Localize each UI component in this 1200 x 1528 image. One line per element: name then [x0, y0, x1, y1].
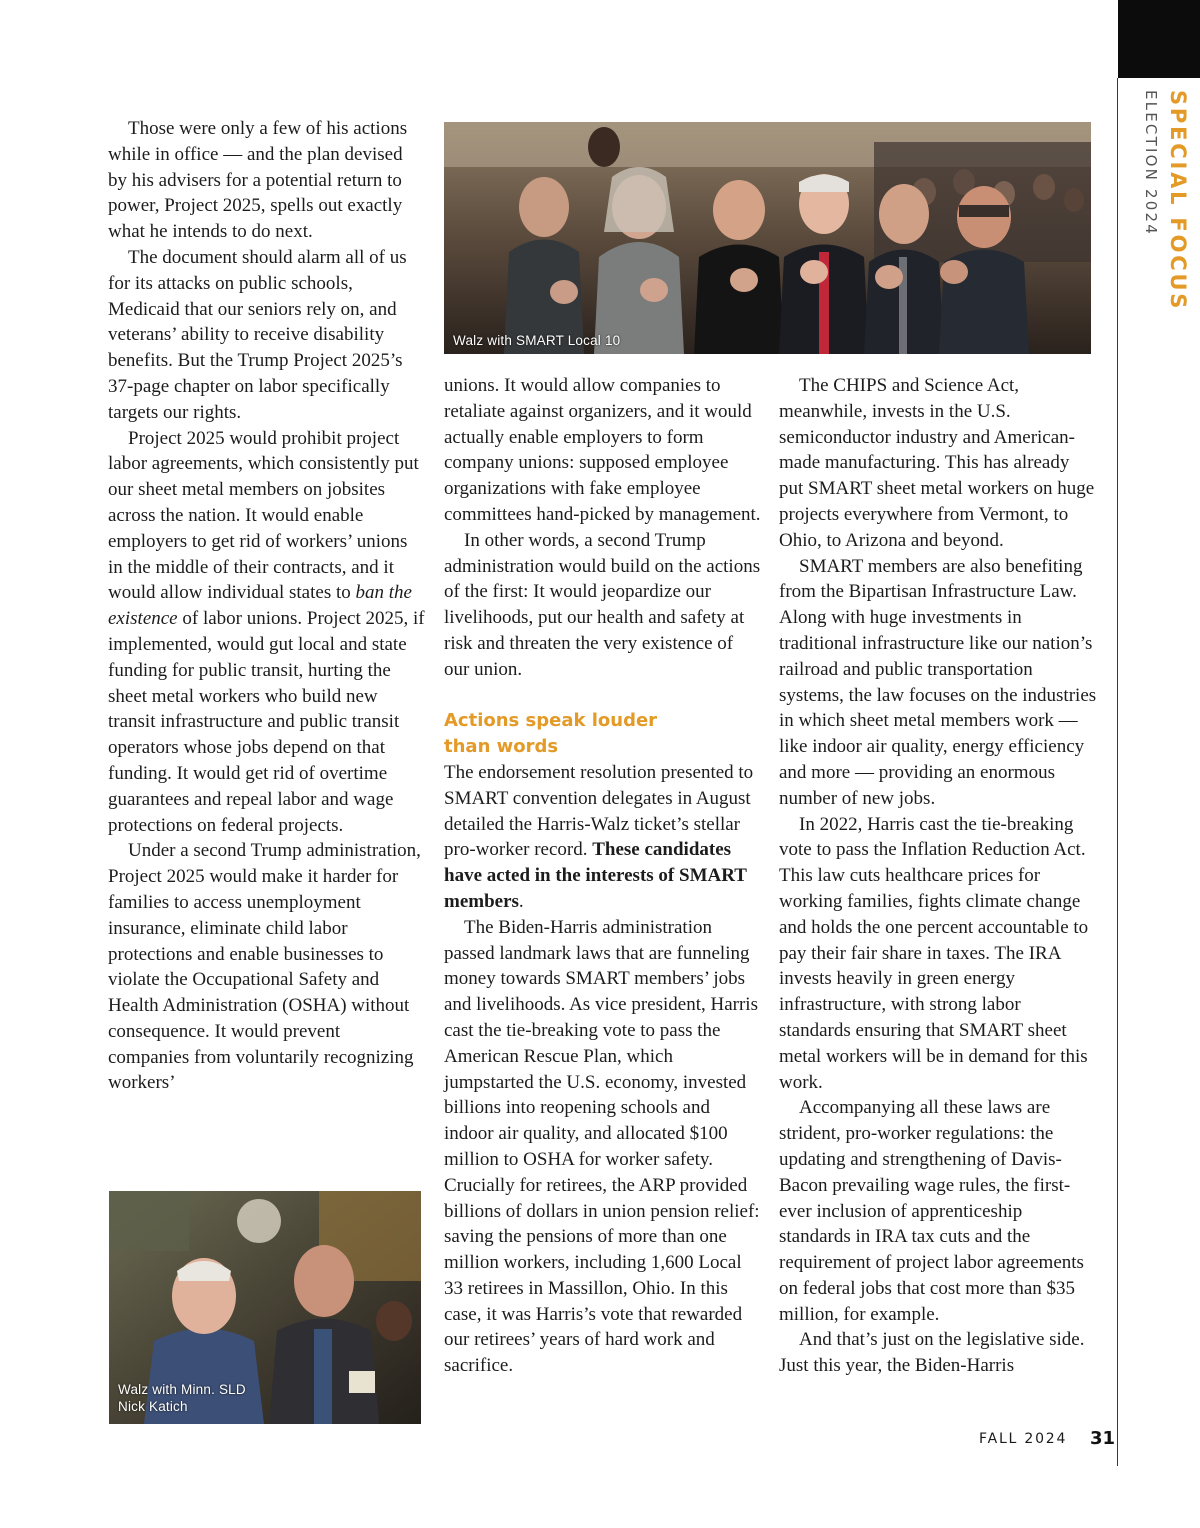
- page-number: 31: [1090, 1428, 1116, 1449]
- col3-paragraph-3: In 2022, Harris cast the tie-breaking vote to pass the Inflation Reduction Act. This law cuts healthcare prices for working families, fights climate change and holds the one percent accountable to pay their fair share in taxes. The IRA invests heavily in green energy infrastructure, with strong labor standards ensuring that SMART sheet metal workers will be in demand for this work.: [779, 813, 1089, 1093]
- col1-paragraph-4: Under a second Trump administration, Project 2025 would make it harder for families to access unemployment insurance, eliminate child labor protections and enable businesses to violate the Occupational Safety and Health Administration (OSHA) without consequence. It would prevent companies from voluntarily recognizing workers’: [108, 840, 421, 1094]
- col3-paragraph-4: Accompanying all these laws are strident, pro-worker regulations: the updating and strengthening of Davis-Bacon prevailing wage rules, the first-ever inclusion of apprenticeship standards in IRA tax cuts and the requirement of project labor agreements on federal jobs that cost more than $35 million, for example.: [779, 1097, 1084, 1325]
- col2-paragraph-1: unions. It would allow companies to retaliate against organizers, and it would actually enable employers to form company unions: supposed employee organizations with fake employee committees hand-picked by management.: [444, 375, 761, 525]
- col2-paragraph-3: [444, 760, 762, 915]
- col1-p3-italic: ban the existence: [108, 582, 412, 630]
- photo-walz-local-10: [444, 122, 1091, 354]
- col1-p3-text-a: Project 2025 would prohibit project labor agreements, which consistently put our sheet metal members on jobsites across the nation. It would enable employers to get rid of workers’ unions in the middle of their contracts, and it would allow individual states to: [108, 427, 419, 604]
- group-photo-illustration: [444, 122, 1091, 354]
- photo-caption-bottom: [118, 1381, 268, 1415]
- col3-paragraph-5: And that’s just on the legislative side. Just this year, the Biden-Harris: [779, 1329, 1085, 1377]
- col1-paragraph-3: [108, 426, 426, 839]
- photo-caption-bottom-line1: Walz with Minn. SLD: [118, 1382, 246, 1397]
- col2-paragraph-4: The Biden-Harris administration passed landmark laws that are funneling money towards SMART members’ jobs and livelihoods. As vice president, Harris cast the tie-breaking vote to pass the American Rescue Plan, which jumpstarted the U.S. economy, invested billions into reopening schools and indoor air quality, and allocated $100 million to OSHA for worker safety. Crucially for retirees, the ARP provided billions of dollars in union pension relief: saving the pensions of more than one million workers, including 1,600 Local 33 retirees in Massillon, Ohio. In this case, it was Harris’s vote that rewarded our retirees’ years of hard work and sacrifice.: [444, 916, 760, 1377]
- col1-p3-text-b: of labor unions. Project 2025, if implemented, would gut local and state funding for public transit, hurting the sheet metal workers who build new transit infrastructure and public transit operators whose jobs depend on that funding. It would get rid of overtime guarantees and repeal labor and wage protections on federal projects.: [108, 608, 425, 836]
- col3-paragraph-1: The CHIPS and Science Act, meanwhile, invests in the U.S. semiconductor industry and American-made manufacturing. This has already put SMART sheet metal workers on huge projects everywhere from Vermont, to Ohio, to Arizona and beyond.: [779, 375, 1095, 551]
- col2-p3-bold: These candidates have acted in the interests of SMART members: [444, 839, 747, 912]
- article-column-3: [779, 373, 1097, 1379]
- section-label: [1142, 90, 1190, 312]
- photo-caption-bottom-line2: Nick Katich: [118, 1399, 188, 1414]
- article-column-1: [108, 116, 426, 1096]
- section-heading-line1: Actions speak louder: [444, 710, 658, 732]
- election-label: ELECTION 2024: [1142, 90, 1160, 236]
- section-heading: [444, 708, 762, 760]
- col2-p3-text-b: .: [518, 890, 524, 912]
- article-column-2: [444, 373, 762, 1379]
- special-focus-label: SPECIAL FOCUS: [1166, 90, 1190, 312]
- col1-paragraph-2: The document should alarm all of us for its attacks on public schools, Medicaid that our seniors rely on, and veterans’ ability to receive disability benefits. But the Trump Project 2025’s 37-page chapter on labor specifically targets our rights.: [108, 246, 407, 423]
- issue-label: FALL 2024: [979, 1431, 1068, 1447]
- sidebar-rule: [1117, 78, 1118, 1466]
- col1-paragraph-1: Those were only a few of his actions while in office — and the plan devised by his advisers for a potential return to power, Project 2025, spells out exactly what he intends to do next.: [108, 118, 408, 243]
- col2-p3-text-a: The endorsement resolution presented to SMART convention delegates in August detailed the Harris-Walz ticket’s stellar pro-worker record.: [444, 761, 754, 861]
- section-tab-block: [1118, 0, 1200, 78]
- photo-caption-top: Walz with SMART Local 10: [453, 333, 621, 348]
- section-heading-line2: than words: [444, 736, 559, 758]
- col3-paragraph-2: SMART members are also benefiting from the Bipartisan Infrastructure Law. Along with huge investments in traditional infrastructure like our nation’s railroad and public transportation systems, the law focuses on the industries in which sheet metal members work — like indoor air quality, energy efficiency and more — providing an enormous number of new jobs.: [779, 555, 1097, 809]
- col2-paragraph-2: In other words, a second Trump administration would build on the actions of the first: It would jeopardize our livelihoods, put our health and safety at risk and threaten the very existence of our union.: [444, 529, 761, 680]
